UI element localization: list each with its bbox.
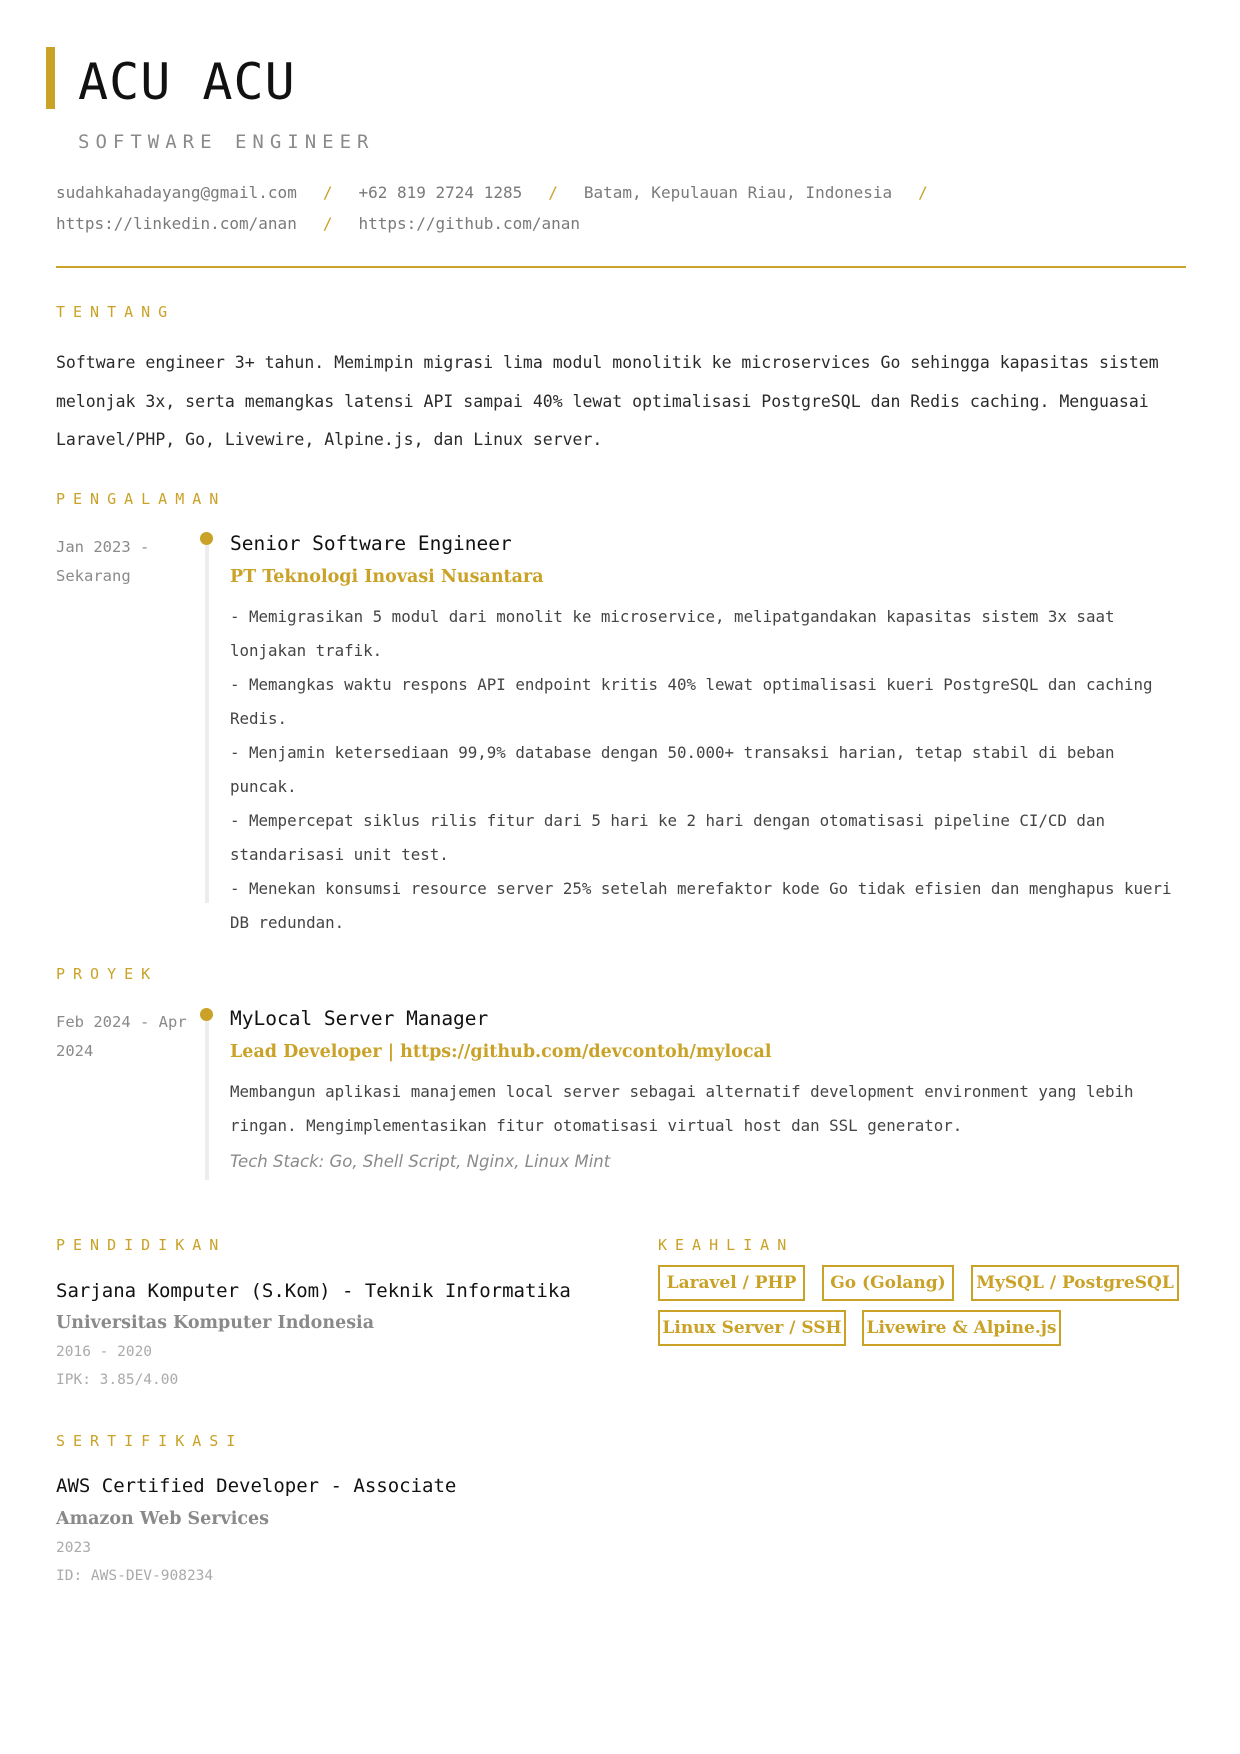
project-timeline-dot (200, 1008, 213, 1021)
contact-separator: / (918, 183, 928, 202)
experience-bullet: - Memangkas waktu respons API endpoint kritis 40% lewat optimalisasi kueri PostgreSQL dan caching (230, 675, 1153, 694)
header-accent-bar (46, 47, 55, 109)
about-summary (56, 344, 1186, 460)
section-heading-projects: PROYEK (56, 965, 159, 983)
certification-name: AWS Certified Developer - Associate (56, 1475, 457, 1497)
skill-chip: Laravel / PHP (658, 1265, 805, 1301)
project-description-line: Membangun aplikasi manajemen local server sebagai alternatif development environment yang lebih (230, 1082, 1134, 1101)
contact-email[interactable]: sudahkahadayang@gmail.com (56, 183, 297, 202)
experience-bullets (230, 600, 1180, 940)
education-years: 2016 - 2020 (56, 1344, 153, 1360)
experience-bullet: lonjakan trafik. (230, 641, 383, 660)
education-gpa: IPK: 3.85/4.00 (56, 1372, 179, 1388)
section-heading-about: TENTANG (56, 303, 176, 321)
contact-phone[interactable]: +62 819 2724 1285 (358, 183, 523, 202)
contact-line-2 (56, 214, 580, 233)
experience-date (56, 533, 196, 591)
experience-bullet: DB redundan. (230, 913, 345, 932)
experience-bullet: - Menekan konsumsi resource server 25% setelah merefaktor kode Go tidak efisien dan menghapus kueri (230, 879, 1172, 898)
experience-bullet: - Menjamin ketersediaan 99,9% database dengan 50.000+ transaksi harian, tetap stabil di beban puncak. (230, 743, 1115, 796)
project-subtitle[interactable]: Lead Developer | https://github.com/devcontoh/mylocal (230, 1042, 772, 1062)
project-date (56, 1008, 206, 1066)
education-institution: Universitas Komputer Indonesia (56, 1313, 375, 1333)
project-description (230, 1075, 1180, 1143)
experience-job-title: Senior Software Engineer (230, 532, 512, 555)
experience-timeline-line (205, 535, 209, 903)
section-heading-certifications: SERTIFIKASI (56, 1432, 244, 1450)
skill-chip: Livewire & Alpine.js (862, 1310, 1061, 1346)
certification-issuer: Amazon Web Services (56, 1509, 269, 1529)
contact-separator: / (322, 183, 333, 202)
section-heading-experience: PENGALAMAN (56, 490, 227, 508)
experience-bullet: standarisasi unit test. (230, 845, 449, 864)
project-title: MyLocal Server Manager (230, 1007, 489, 1030)
skill-chip: Go (Golang) (822, 1265, 954, 1301)
contact-separator: / (548, 183, 558, 202)
candidate-name: ACU ACU (78, 53, 296, 111)
project-date-end: 2024 (56, 1042, 94, 1060)
header-divider (56, 266, 1186, 268)
project-tech-stack: Tech Stack: Go, Shell Script, Nginx, Linux Mint (230, 1152, 611, 1171)
certification-id: ID: AWS-DEV-908234 (56, 1568, 214, 1584)
project-description-line: ringan. Mengimplementasikan fitur otomatisasi virtual host dan SSL generator. (230, 1116, 963, 1135)
project-timeline-line (205, 1010, 209, 1180)
section-heading-education: PENDIDIKAN (56, 1236, 227, 1254)
skill-chip: MySQL / PostgreSQL (971, 1265, 1179, 1301)
about-line: Laravel/PHP, Go, Livewire, Alpine.js, dan Linux server. (56, 430, 603, 449)
experience-date-start: Jan 2023 - (56, 538, 150, 556)
skill-chip: Linux Server / SSH (658, 1310, 846, 1346)
candidate-role: SOFTWARE ENGINEER (78, 131, 375, 153)
contact-github[interactable]: https://github.com/anan (358, 214, 581, 233)
experience-company: PT Teknologi Inovasi Nusantara (230, 567, 544, 587)
experience-bullet: Redis. (230, 709, 288, 728)
experience-bullet: - Memigrasikan 5 modul dari monolit ke microservice, melipatgandakan kapasitas sistem 3x saat (230, 607, 1115, 626)
experience-bullet: - Mempercepat siklus rilis fitur dari 5 hari ke 2 hari dengan otomatisasi pipeline CI/CD dan (230, 811, 1105, 830)
experience-timeline-dot (200, 532, 213, 545)
about-line: melonjak 3x, serta memangkas latensi API sampai 40% lewat optimalisasi PostgreSQL dan Redis caching. Menguasai (56, 391, 1149, 411)
section-heading-skills: KEAHLIAN (658, 1236, 795, 1254)
education-degree: Sarjana Komputer (S.Kom) - Teknik Informatika (56, 1280, 571, 1302)
project-date-start: Feb 2024 - Apr (56, 1013, 187, 1031)
certification-year: 2023 (56, 1540, 91, 1556)
contact-location: Batam, Kepulauan Riau, Indonesia (583, 183, 893, 202)
contact-line-1 (56, 183, 954, 202)
contact-separator: / (322, 214, 333, 233)
contact-linkedin[interactable]: https://linkedin.com/anan (56, 214, 297, 233)
about-line: Software engineer 3+ tahun. Memimpin migrasi lima modul monolitik ke microservices Go sehingga kapasitas sistem (56, 353, 1159, 372)
experience-date-end: Sekarang (56, 567, 131, 585)
